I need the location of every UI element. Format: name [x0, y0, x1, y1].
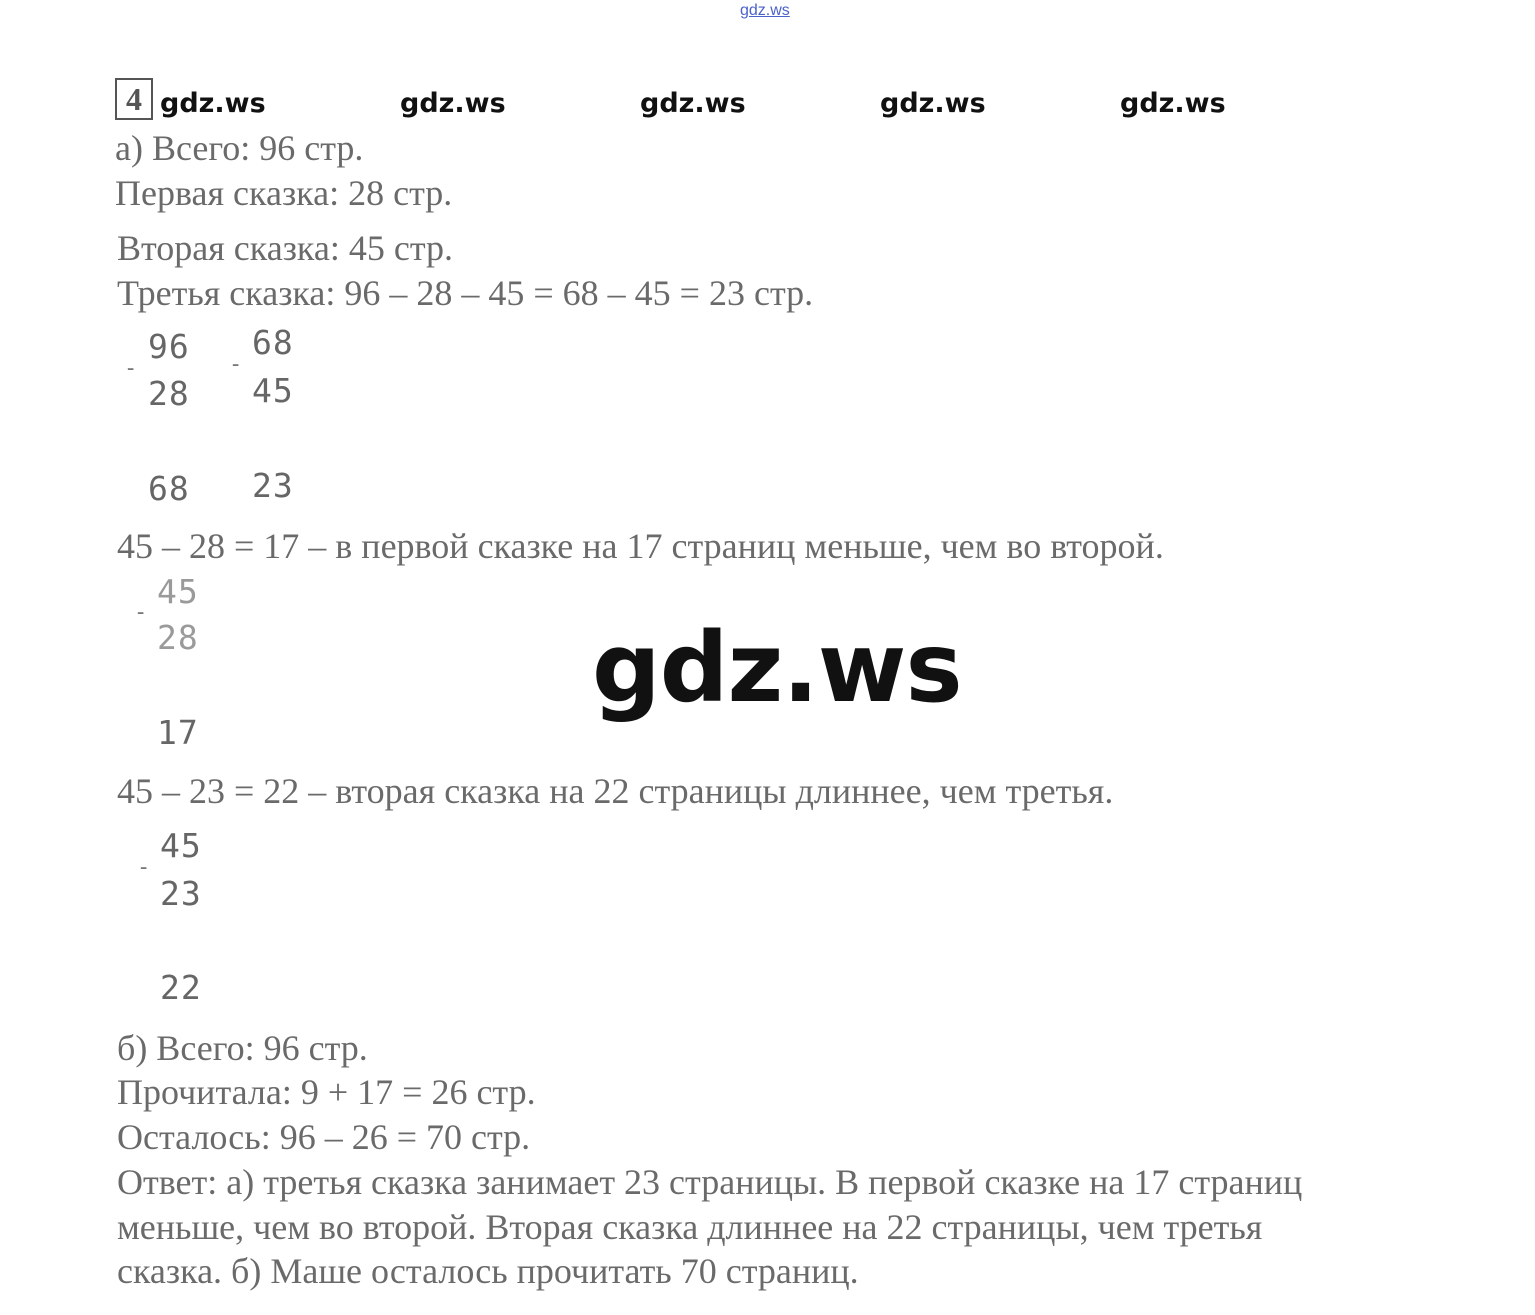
part-a-third-tale: Третья сказка: 96 – 28 – 45 = 68 – 45 = 23 стр. — [117, 273, 814, 313]
minus-sign: - — [137, 855, 151, 880]
part-b-remaining: Осталось: 96 – 26 = 70 стр. — [117, 1117, 531, 1157]
watermark-text: gdz.ws — [160, 88, 266, 119]
top-watermark-link[interactable]: gdz.ws — [740, 2, 790, 19]
minus-sign: - — [229, 352, 243, 377]
column-calc-subtrahend: 28 — [157, 618, 199, 657]
part-a-first-tale: Первая сказка: 28 стр. — [115, 173, 453, 213]
task-number-box: 4 — [115, 78, 153, 120]
column-calc-subtrahend: 23 — [160, 874, 202, 913]
watermark-text: gdz.ws — [880, 88, 986, 119]
column-calc-minuend: 45 — [160, 826, 202, 865]
column-calc-minuend: 68 — [252, 323, 294, 362]
answer-line: меньше, чем во второй. Вторая сказка длиннее на 22 страницы, чем третья — [117, 1207, 1263, 1247]
column-calc-subtrahend: 45 — [252, 371, 294, 410]
part-a-difference-2: 45 – 23 = 22 – вторая сказка на 22 страницы длиннее, чем третья. — [117, 771, 1114, 811]
column-calc-result: 22 — [160, 968, 202, 1007]
column-calc-subtrahend: 28 — [148, 374, 190, 413]
minus-sign: - — [124, 356, 138, 381]
watermark-text: gdz.ws — [400, 88, 506, 119]
part-b-read: Прочитала: 9 + 17 = 26 стр. — [117, 1072, 536, 1112]
part-a-total: а) Всего: 96 стр. — [115, 128, 364, 168]
column-calc-minuend: 45 — [157, 572, 199, 611]
answer-line: Ответ: а) третья сказка занимает 23 страницы. В первой сказке на 17 страниц — [117, 1162, 1303, 1202]
column-calc-result: 68 — [148, 469, 190, 508]
part-b-total: б) Всего: 96 стр. — [117, 1028, 368, 1068]
minus-sign: - — [134, 600, 148, 625]
column-calc-result: 23 — [252, 466, 294, 505]
watermark-text: gdz.ws — [1120, 88, 1226, 119]
watermark-text: gdz.ws — [640, 88, 746, 119]
part-a-second-tale: Вторая сказка: 45 стр. — [117, 228, 454, 268]
column-calc-result: 17 — [157, 713, 199, 752]
column-calc-minuend: 96 — [148, 327, 190, 366]
part-a-difference-1: 45 – 28 = 17 – в первой сказке на 17 страниц меньше, чем во второй. — [117, 526, 1164, 566]
answer-line: сказка. б) Маше осталось прочитать 70 страниц. — [117, 1251, 859, 1291]
center-watermark: gdz.ws — [592, 612, 962, 724]
